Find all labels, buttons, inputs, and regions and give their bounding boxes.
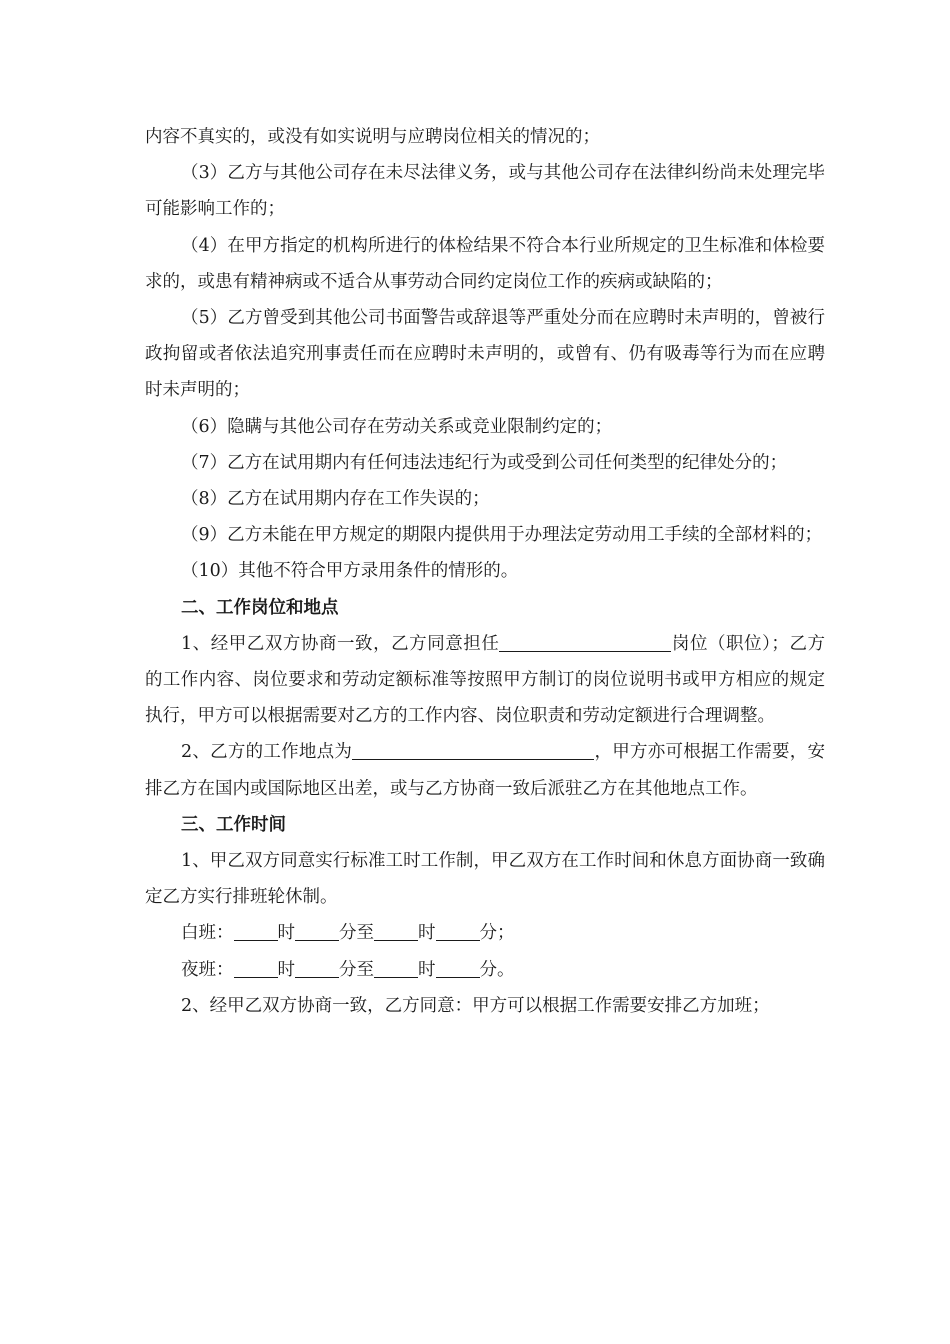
night-start-hour-blank[interactable] bbox=[234, 957, 278, 978]
night-shift-label: 夜班： bbox=[181, 959, 234, 980]
clause-2-continuation: 内容不真实的，或没有如实说明与应聘岗位相关的情况的； bbox=[145, 127, 600, 147]
day-shift-label: 白班： bbox=[181, 923, 234, 944]
clause-item-9: （9）乙方未能在甲方规定的期限内提供用于办理法定劳动用工手续的全部材料的； bbox=[181, 525, 823, 546]
night-start-minute-blank[interactable] bbox=[295, 957, 339, 978]
location-blank[interactable] bbox=[352, 739, 594, 760]
location-clause bbox=[145, 734, 825, 806]
section-heading-hours: 三、工作时间 bbox=[181, 814, 286, 835]
position-clause-rest: 岗位（职位）；乙方的工作内容、岗位要求和劳动定额标准等按照甲方制订的岗位说明书或甲方相应的规定执行，甲方可以根据需要对乙方的工作内容、岗位职责和劳动定额进行合理调整。 bbox=[145, 633, 825, 727]
location-clause-lead: 2、乙方的工作地点为 bbox=[181, 742, 353, 763]
day-shift-line bbox=[145, 915, 825, 951]
clause-item-3: （3）乙方与其他公司存在未尽法律义务，或与其他公司存在法律纠纷尚未处理完毕可能影响工作的； bbox=[145, 163, 825, 220]
position-clause bbox=[145, 626, 825, 735]
night-hour-unit-1: 时 bbox=[277, 959, 295, 980]
clause-item-10: （10）其他不符合甲方录用条件的情形的。 bbox=[181, 561, 519, 582]
night-end-minute-blank[interactable] bbox=[436, 957, 480, 978]
day-end-hour-blank[interactable] bbox=[374, 920, 418, 941]
day-hour-unit-2: 时 bbox=[418, 923, 436, 944]
night-shift-line bbox=[145, 952, 825, 988]
location-clause-rest: ，甲方亦可根据工作需要，安排乙方在国内或国际地区出差，或与乙方协商一致后派驻乙方在其他地点工作。 bbox=[145, 742, 825, 799]
hours-clause-2: 2、经甲乙双方协商一致，乙方同意：甲方可以根据工作需要安排乙方加班； bbox=[181, 995, 770, 1016]
day-start-minute-blank[interactable] bbox=[295, 920, 339, 941]
position-blank[interactable] bbox=[499, 631, 671, 652]
clause-item-8: （8）乙方在试用期内存在工作失误的； bbox=[181, 489, 490, 510]
contract-body bbox=[145, 119, 825, 1024]
clause-item-7: （7）乙方在试用期内有任何违法违纪行为或受到公司任何类型的纪律处分的； bbox=[181, 452, 788, 473]
night-minute-end: 分。 bbox=[479, 959, 515, 980]
clause-item-4: （4）在甲方指定的机构所进行的体检结果不符合本行业所规定的卫生标准和体检要求的，或患有精神病或不适合从事劳动合同约定岗位工作的疾病或缺陷的； bbox=[145, 235, 825, 292]
night-end-hour-blank[interactable] bbox=[374, 957, 418, 978]
position-clause-lead: 1、经甲乙双方协商一致，乙方同意担任 bbox=[181, 633, 500, 654]
hours-clause-1: 1、甲乙双方同意实行标准工时工作制，甲乙双方在工作时间和休息方面协商一致确定乙方实行排班轮休制。 bbox=[145, 851, 825, 908]
clause-item-5: （5）乙方曾受到其他公司书面警告或辞退等严重处分而在应聘时未声明的，曾被行政拘留或者依法追究刑事责任而在应聘时未声明的，或曾有、仍有吸毒等行为而在应聘时未声明的； bbox=[145, 308, 825, 401]
day-start-hour-blank[interactable] bbox=[234, 920, 278, 941]
day-minute-end: 分； bbox=[479, 923, 515, 944]
section-heading-position: 二、工作岗位和地点 bbox=[181, 597, 339, 618]
day-minute-to: 分至 bbox=[339, 923, 374, 944]
day-hour-unit-1: 时 bbox=[277, 923, 295, 944]
night-minute-to: 分至 bbox=[339, 959, 374, 980]
night-hour-unit-2: 时 bbox=[418, 959, 436, 980]
day-end-minute-blank[interactable] bbox=[436, 920, 480, 941]
clause-item-6: （6）隐瞒与其他公司存在劳动关系或竞业限制约定的； bbox=[181, 416, 613, 437]
